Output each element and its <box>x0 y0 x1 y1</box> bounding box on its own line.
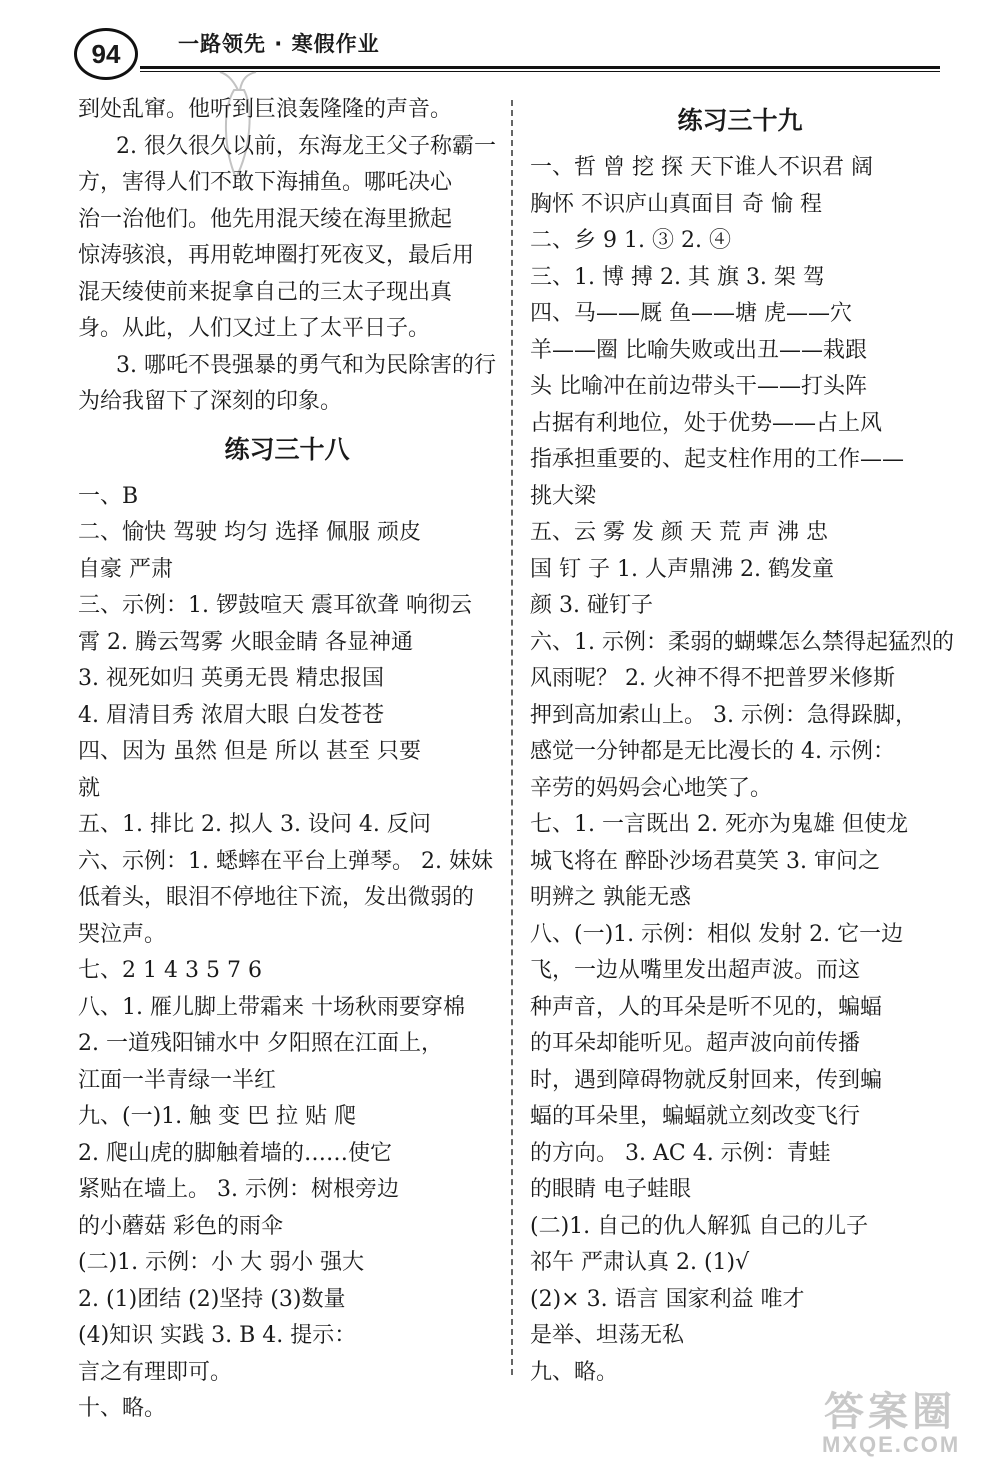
answer-line: 头 比喻冲在前边带头干——打头阵 <box>530 374 867 399</box>
header-rule <box>140 66 940 69</box>
text-line: 为给我留下了深刻的印象。 <box>78 389 343 414</box>
answer-line: 颜 3. 碰钉子 <box>530 593 653 618</box>
text-line: 混天绫使前来捉拿自己的三太子现出真 <box>78 279 453 305</box>
answer-line: 感觉一分钟都是无比漫长的 4. 示例： <box>530 739 895 764</box>
answer-line: 四、马——厩 鱼——塘 虎——穴 <box>530 301 852 326</box>
answer-line: (2)× 3. 语言 国家利益 唯才 <box>530 1286 805 1312</box>
answer-line: 三、1. 博 搏 2. 其 旗 3. 架 驾 <box>530 264 825 290</box>
answer-line: 七、1. 一言既出 2. 死亦为鬼雄 但使龙 <box>530 812 908 837</box>
answer-line: 一、B <box>78 483 139 509</box>
column-divider <box>511 100 513 1375</box>
text-line: 2. 很久很久以前，东海龙王父子称霸一 <box>116 133 496 159</box>
answer-line: 九、略。 <box>530 1359 619 1385</box>
answer-line: 八、(一)1. 示例：相似 发射 2. 它一边 <box>530 921 904 947</box>
answer-line: 2. (1)团结 (2)坚持 (3)数量 <box>78 1286 346 1312</box>
answer-line: 十、略。 <box>78 1396 167 1421</box>
answer-line: 风雨呢？ 2. 火神不得不把普罗米修斯 <box>530 666 895 691</box>
answer-line: 六、1. 示例：柔弱的蝴蝶怎么禁得起猛烈的 <box>530 629 954 655</box>
answer-line: 自豪 严肃 <box>78 556 173 582</box>
answer-line: 四、因为 虽然 但是 所以 甚至 只要 <box>78 739 421 764</box>
text-line: 方，害得人们不敢下海捕鱼。哪吒决心 <box>78 170 453 195</box>
answer-line: 低着头，眼泪不停地往下流，发出微弱的 <box>78 885 475 910</box>
answer-line: 言之有理即可。 <box>78 1359 233 1385</box>
answer-line: 城飞将在 醉卧沙场君莫笑 3. 审问之 <box>530 848 880 874</box>
watermark-logo: 答案圈 <box>824 1389 956 1435</box>
answer-line: 紧贴在墙上。 3. 示例：树根旁边 <box>78 1177 399 1202</box>
answer-line: 二、乡 9 1. ③ 2. ④ <box>530 228 731 253</box>
answer-line: 的小蘑菇 彩色的雨伞 <box>78 1213 283 1239</box>
answer-line: (4)知识 实践 3. B 4. 提示： <box>78 1323 357 1348</box>
answer-line: 押到高加索山上。 3. 示例：急得跺脚， <box>530 702 917 728</box>
answer-line: 种声音，人的耳朵是听不见的，蝙蝠 <box>530 994 883 1020</box>
answer-line: 胸怀 不识庐山真面目 奇 愉 程 <box>530 191 822 217</box>
answer-line: 蝠的耳朵里，蝙蝠就立刻改变飞行 <box>530 1104 861 1129</box>
text-line: 惊涛骇浪，再用乾坤圈打死夜叉，最后用 <box>78 243 475 268</box>
answer-line: 羊——圈 比喻失败或出丑——栽跟 <box>530 337 867 363</box>
text-line: 身。从此，人们又过上了太平日子。 <box>78 316 431 341</box>
answer-line: 八、1. 雁儿脚上带霜来 十场秋雨要穿棉 <box>78 994 465 1020</box>
answer-line: 哭泣声。 <box>78 921 167 947</box>
answer-line: 指承担重要的、起支柱作用的工作—— <box>530 447 905 472</box>
answer-line: 五、1. 排比 2. 拟人 3. 设问 4. 反问 <box>78 812 431 837</box>
section-title-39: 练习三十九 <box>677 106 803 135</box>
section-title-38: 练习三十八 <box>224 434 350 464</box>
left-column <box>78 92 496 1428</box>
answer-line: 七、2 1 4 3 5 7 6 <box>78 958 262 983</box>
answer-line: 六、示例：1. 蟋蟀在平台上弹琴。 2. 妹妹 <box>78 848 493 874</box>
answer-line: 时，遇到障碍物就反射回来，传到蝙 <box>530 1067 883 1093</box>
answer-line: 五、云 雾 发 颜 天 荒 声 沸 忠 <box>530 520 828 545</box>
answer-line: (二)1. 示例：小 大 弱小 强大 <box>78 1250 365 1275</box>
answer-line: 的眼睛 电子蛙眼 <box>530 1177 691 1202</box>
answer-line: 飞，一边从嘴里发出超声波。而这 <box>530 958 861 983</box>
answer-line: 霄 2. 腾云驾雾 火眼金睛 各显神通 <box>78 629 413 655</box>
answer-line: 占据有利地位，处于优势——占上风 <box>530 410 883 436</box>
answer-line: 辛劳的妈妈会心地笑了。 <box>530 775 773 801</box>
page-header <box>0 0 1000 80</box>
text-line: 到处乱窜。他听到巨浪轰隆隆的声音。 <box>78 97 453 122</box>
answer-line: (二)1. 自己的仇人解狐 自己的儿子 <box>530 1213 869 1239</box>
answer-line: 是举、坦荡无私 <box>530 1323 685 1348</box>
answer-line: 2. 一道残阳铺水中 夕阳照在江面上， <box>78 1031 443 1056</box>
answer-line: 3. 视死如归 英勇无畏 精忠报国 <box>78 666 384 691</box>
book-title: 一路领先 · 寒假作业 <box>178 32 380 56</box>
answer-line: 一、哲 曾 挖 探 天下谁人不识君 阔 <box>530 155 873 180</box>
answer-line: 二、愉快 驾驶 均匀 选择 佩服 顽皮 <box>78 520 421 545</box>
answer-line: 的耳朵却能听见。超声波向前传播 <box>530 1031 861 1056</box>
page-number: 94 <box>91 38 121 69</box>
page-number-badge <box>74 28 138 80</box>
answer-line: 2. 爬山虎的脚触着墙的……使它 <box>78 1140 392 1166</box>
right-column <box>530 92 954 1391</box>
answer-line: 的方向。 3. AC 4. 示例：青蛙 <box>530 1140 831 1166</box>
answer-line: 就 <box>78 775 101 801</box>
answer-line: 国 钉 子 1. 人声鼎沸 2. 鹤发童 <box>530 556 834 582</box>
answer-line: 祁午 严肃认真 2. (1)√ <box>530 1250 750 1275</box>
answer-line: 江面一半青绿一半红 <box>78 1067 277 1093</box>
answer-line: 明辨之 孰能无惑 <box>530 885 691 910</box>
answer-line: 九、(一)1. 触 变 巴 拉 贴 爬 <box>78 1104 357 1129</box>
answer-line: 4. 眉清目秀 浓眉大眼 白发苍苍 <box>78 702 384 728</box>
answer-line: 挑大梁 <box>530 483 597 509</box>
answer-line: 三、示例：1. 锣鼓喧天 震耳欲聋 响彻云 <box>78 593 472 618</box>
text-line: 3. 哪吒不畏强暴的勇气和为民除害的行 <box>116 352 496 378</box>
text-line: 治一治他们。他先用混天绫在海里掀起 <box>78 206 453 232</box>
watermark-url: MXQE.COM <box>822 1432 961 1457</box>
